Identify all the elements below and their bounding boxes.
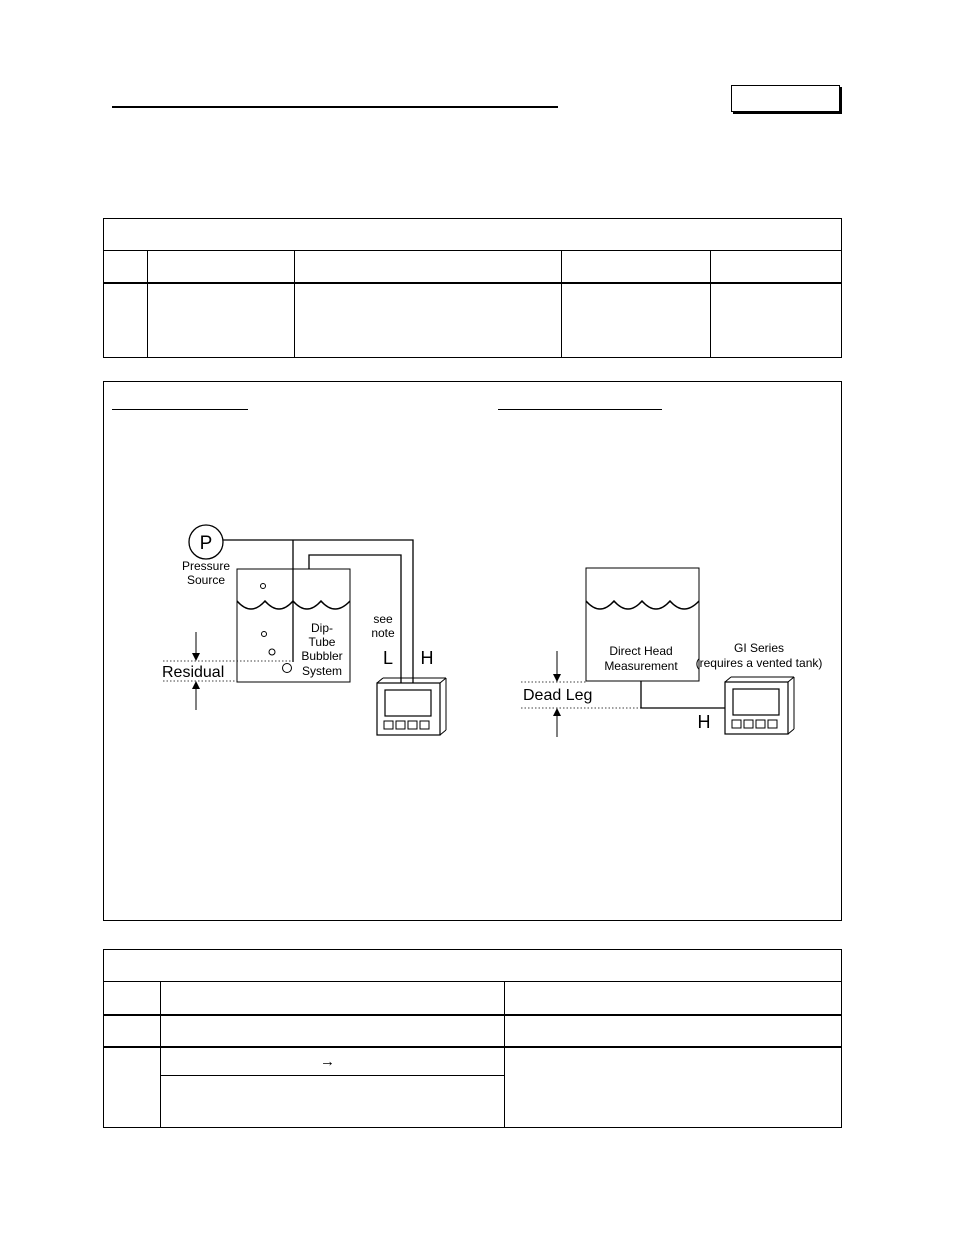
tube-label-3: Bubbler (301, 649, 343, 663)
arrowhead (192, 653, 200, 661)
tube-label-1: Dip- (310, 621, 334, 635)
tank-label-1: Direct Head (609, 644, 673, 658)
table-row (104, 950, 842, 982)
bubble (269, 649, 275, 655)
table-cell (161, 1015, 505, 1047)
table-row (104, 1015, 842, 1047)
port-low-label: L (382, 648, 394, 668)
residual-label: Residual (162, 664, 225, 681)
table-cell (104, 1015, 161, 1047)
bubble (261, 584, 266, 589)
pressure-symbol: P (199, 533, 213, 554)
arrowhead (192, 681, 200, 689)
arrow-symbol: → (320, 1053, 335, 1070)
table-cell (161, 1047, 505, 1076)
arrowhead (553, 674, 561, 682)
series-label-2: (requires a vented tank) (695, 656, 823, 670)
table-header-cell (161, 982, 505, 1016)
table-row (104, 982, 842, 1016)
gi-series-transmitter-icon (725, 677, 794, 734)
series-label-1: GI Series (733, 641, 785, 655)
table-cell (104, 1047, 161, 1128)
port-high-label: H (697, 712, 711, 732)
table-cell (505, 1047, 842, 1128)
pressure-label-1: Pressure (181, 559, 231, 573)
tank-label-2: Measurement (604, 659, 678, 673)
bottom-table (103, 949, 842, 1128)
table-header-cell (505, 982, 842, 1016)
transmitter-icon (377, 678, 446, 735)
bubble (283, 664, 292, 673)
table-cell (161, 1076, 505, 1128)
arrowhead (553, 708, 561, 716)
table-cell (505, 1015, 842, 1047)
table-header-cell (104, 982, 161, 1016)
dead-leg-label: Dead Leg (523, 687, 593, 704)
bubbler-diagram (162, 525, 446, 735)
tube-label-4: System (301, 664, 343, 678)
bubble (262, 632, 267, 637)
liquid-surface (586, 601, 699, 609)
note-label-2: note (371, 626, 395, 640)
pressure-label-2: Source (186, 573, 226, 587)
impulse-line (641, 681, 725, 708)
direct-head-diagram (521, 568, 822, 737)
bottom-table-title-cell (104, 950, 842, 982)
note-label-1: see (373, 612, 393, 626)
table-row (104, 1047, 842, 1076)
tube-label-2: Tube (308, 635, 336, 649)
port-high-label: H (420, 648, 434, 668)
